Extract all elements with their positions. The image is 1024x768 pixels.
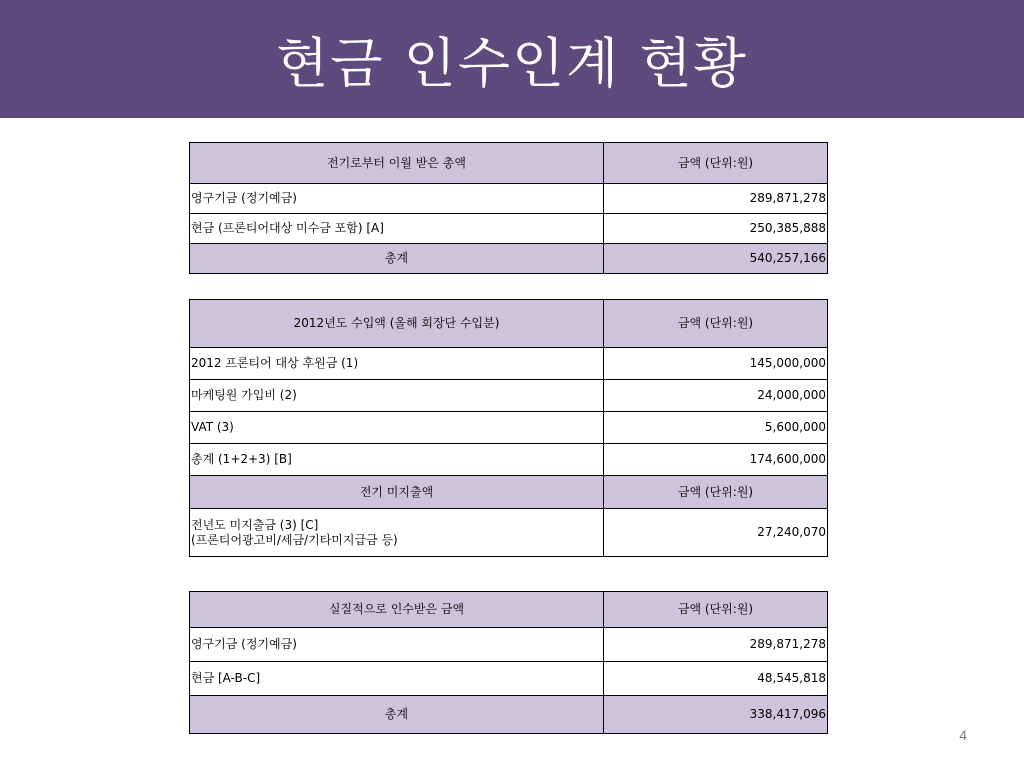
row-amount: 145,000,000 [604, 348, 828, 380]
row-label-line2: (프론티어광고비/세금/기타미지급금 등) [191, 532, 398, 547]
row-label [190, 509, 604, 557]
row-amount: 24,000,000 [604, 380, 828, 412]
header-label: 2012년도 수입액 (올해 회장단 수입분) [190, 300, 604, 348]
table-row [190, 662, 828, 696]
row-label: 영구기금 (정기예금) [190, 184, 604, 214]
row-amount: 48,545,818 [604, 662, 828, 696]
total-row [190, 244, 828, 274]
row-amount: 27,240,070 [604, 509, 828, 557]
table-row [190, 214, 828, 244]
total-label: 총계 [190, 696, 604, 734]
total-label: 총계 [190, 244, 604, 274]
row-label: 현금 [A-B-C] [190, 662, 604, 696]
row-label: 총계 (1+2+3) [B] [190, 444, 604, 476]
header-label: 실질적으로 인수받은 금액 [190, 592, 604, 628]
income-table [189, 299, 828, 557]
row-label: 2012 프론티어 대상 후원금 (1) [190, 348, 604, 380]
row-label-line1: 전년도 미지출금 (3) [C] [191, 517, 319, 532]
header-amount: 금액 (단위:원) [604, 592, 828, 628]
table-row [190, 509, 828, 557]
page-title: 현금 인수인계 현황 [276, 31, 748, 95]
header-label: 전기로부터 이월 받은 총액 [190, 143, 604, 184]
total-amount: 540,257,166 [604, 244, 828, 274]
carried-over-table [189, 142, 828, 274]
actual-received-table [189, 591, 828, 734]
header-amount: 금액 (단위:원) [604, 143, 828, 184]
sub-header-label: 전기 미지출액 [190, 476, 604, 509]
row-amount: 289,871,278 [604, 628, 828, 662]
total-row [190, 696, 828, 734]
table-row [190, 444, 828, 476]
header-amount: 금액 (단위:원) [604, 300, 828, 348]
table-row [190, 184, 828, 214]
row-amount: 5,600,000 [604, 412, 828, 444]
row-amount: 289,871,278 [604, 184, 828, 214]
sub-header-amount: 금액 (단위:원) [604, 476, 828, 509]
row-amount: 250,385,888 [604, 214, 828, 244]
table-header-row [190, 300, 828, 348]
table-row [190, 348, 828, 380]
table-row [190, 412, 828, 444]
title-bar [0, 0, 1024, 118]
page-number: 4 [959, 727, 967, 743]
table-header-row [190, 143, 828, 184]
row-amount: 174,600,000 [604, 444, 828, 476]
row-label: VAT (3) [190, 412, 604, 444]
table-row [190, 380, 828, 412]
total-amount: 338,417,096 [604, 696, 828, 734]
row-label: 현금 (프론티어대상 미수금 포함) [A] [190, 214, 604, 244]
row-label: 영구기금 (정기예금) [190, 628, 604, 662]
table-header-row [190, 592, 828, 628]
row-label: 마케팅원 가입비 (2) [190, 380, 604, 412]
table-row [190, 628, 828, 662]
sub-header-row [190, 476, 828, 509]
